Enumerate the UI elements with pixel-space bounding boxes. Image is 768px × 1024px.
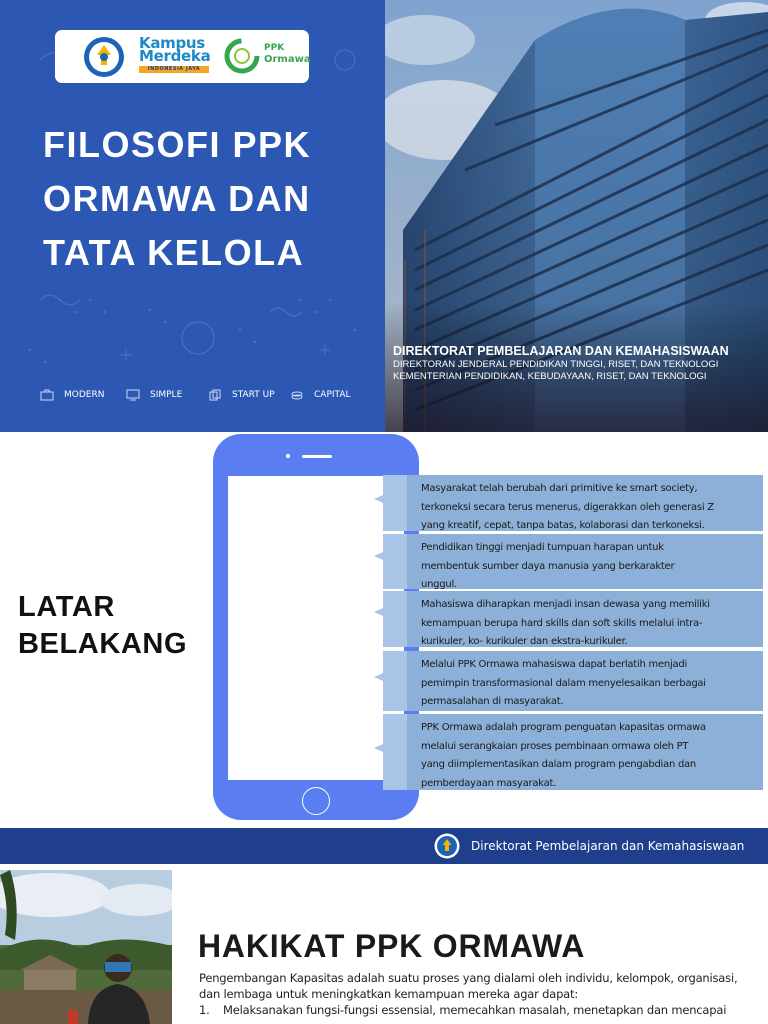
cover-slide — [0, 0, 768, 432]
point-line: pemimpin transformasional dalam menyelesaikan berbagai — [421, 677, 706, 689]
point-pointer — [374, 673, 383, 681]
feature-row — [40, 386, 380, 406]
point-line: Melalui PPK Ormawa mahasiswa dapat berlatih menjadi — [421, 659, 688, 670]
coins-icon — [290, 389, 304, 401]
point-tab — [383, 475, 407, 531]
hakikat-intro — [199, 970, 759, 1002]
background-point — [383, 475, 763, 531]
briefcase-icon — [40, 389, 54, 401]
point-line: kemampuan berupa hard skills dan soft skills melalui intra- — [421, 617, 703, 629]
phone-speaker — [302, 455, 332, 458]
directorate-subtitle: DIREKTORAN JENDERAL PENDIDIKAN TINGGI, RISET, DAN TEKNOLOGI — [393, 359, 719, 370]
cover-title-line: TATA KELOLA — [43, 232, 305, 273]
point-line: Mahasiswa diharapkan menjadi insan dewasa yang memiliki — [421, 599, 710, 610]
kampus-tagline: INDONESIA JAYA — [139, 66, 209, 73]
feature-label: START UP — [232, 390, 275, 400]
directorate-caption — [393, 343, 763, 382]
latar-belakang-title — [18, 589, 187, 663]
point-line: terkoneksi secara terus menerus, digerakkan oleh generasi Z — [421, 501, 714, 513]
point-pointer — [374, 608, 383, 616]
hakikat-list — [199, 1002, 759, 1018]
point-line: membentuk sumber daya manusia yang berkarakter — [421, 560, 675, 572]
point-text — [421, 596, 761, 652]
point-text — [421, 719, 761, 793]
point-line: yang kreatif, cepat, tanpa batas, kolaborasi dan terkoneksi. — [421, 520, 705, 531]
title-line: BELAKANG — [18, 628, 188, 660]
point-tab — [383, 651, 407, 711]
point-pointer — [374, 744, 383, 752]
point-line: Pendidikan tinggi menjadi tumpuan harapan untuk — [421, 542, 664, 553]
phone-camera — [286, 454, 290, 458]
background-point — [383, 591, 763, 647]
list-item-number: 1. — [199, 1003, 210, 1017]
monitor-icon — [126, 389, 140, 401]
background-slide — [0, 432, 768, 864]
point-line: Masyarakat telah berubah dari primitive ke smart society, — [421, 483, 698, 494]
tut-wuri-handayani-emblem-icon — [434, 833, 460, 859]
feature-label: MODERN — [64, 390, 105, 400]
point-line: pemberdayaan masyarakat. — [421, 777, 557, 789]
tut-wuri-handayani-emblem-icon — [83, 36, 125, 78]
cover-title-line: ORMAWA DAN — [43, 178, 311, 219]
documents-icon — [208, 389, 222, 401]
point-line: PPK Ormawa adalah program penguatan kapasitas ormawa — [421, 722, 706, 733]
point-line: kurikuler, ko- kurikuler dan ekstra-kurikuler. — [421, 636, 628, 647]
field-photo-image — [0, 870, 172, 1024]
cover-right-panel — [385, 0, 768, 432]
logo-card — [55, 30, 309, 83]
point-text — [421, 539, 761, 595]
kampus-merdeka-logo — [139, 34, 211, 65]
merdeka-text: Merdeka — [139, 47, 211, 65]
footer-bar — [0, 828, 768, 864]
hakikat-slide — [0, 864, 768, 1024]
point-line: melalui serangkaian proses pembinaan ormawa oleh PT — [421, 740, 689, 752]
background-point — [383, 651, 763, 711]
point-pointer — [374, 495, 383, 503]
intro-line: Pengembangan Kapasitas adalah suatu proses yang dialami oleh individu, kelompok, organisasi, — [199, 971, 738, 985]
point-line: yang diimplementasikan dalam program pengabdian dan — [421, 759, 697, 770]
point-pointer — [374, 552, 383, 560]
cover-left-panel — [0, 0, 385, 432]
background-point — [383, 534, 763, 589]
point-text — [421, 480, 761, 536]
ppk-text: PPK — [264, 43, 285, 53]
intro-line: dan lembaga untuk meningkatkan kemampuan mereka agar dapat: — [199, 987, 579, 1001]
point-line: permasalahan di masyarakat. — [421, 696, 564, 707]
point-line: unggul. — [421, 579, 457, 590]
phone-home-button — [302, 787, 330, 815]
directorate-name: DIREKTORAT PEMBELAJARAN DAN KEMAHASISWAAN — [393, 344, 729, 358]
feature-label: SIMPLE — [150, 390, 183, 400]
footer-text: Direktorat Pembelajaran dan Kemahasiswaan — [471, 839, 745, 853]
point-tab — [383, 591, 407, 647]
hakikat-title: HAKIKAT PPK ORMAWA — [198, 928, 586, 964]
feature-label: CAPITAL — [314, 390, 351, 400]
ormawa-text: Ormawa — [264, 54, 311, 65]
cover-title-line: FILOSOFI PPK — [43, 124, 312, 165]
kampus-text: Kampus — [139, 34, 205, 52]
ministry-subtitle: KEMENTERIAN PENDIDIKAN, KEBUDAYAAN, RISET, DAN TEKNOLOGI — [393, 370, 707, 382]
point-text — [421, 656, 761, 712]
ppk-ormawa-logo-icon — [222, 36, 262, 76]
phone-screen — [228, 476, 404, 780]
title-line: LATAR — [18, 591, 115, 623]
point-tab — [383, 534, 407, 589]
field-photo — [0, 870, 172, 1024]
point-tab — [383, 714, 407, 790]
background-point — [383, 714, 763, 790]
cover-title — [43, 118, 383, 280]
list-item — [199, 1002, 759, 1018]
list-item-text: Melaksanakan fungsi-fungsi essensial, memecahkan masalah, menetapkan dan mencapai — [223, 1003, 727, 1017]
